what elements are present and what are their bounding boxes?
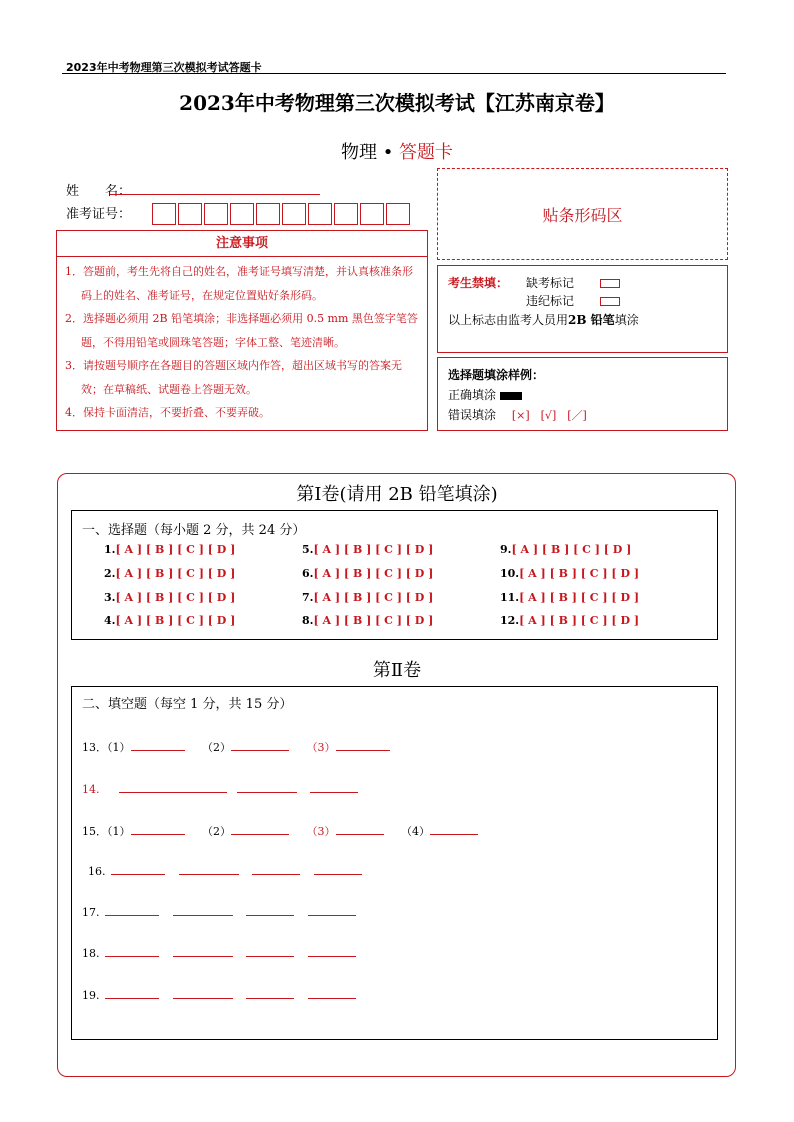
answer-blank[interactable] bbox=[119, 782, 227, 793]
forbid-note-prefix: 以上标志由监考人员用 bbox=[448, 313, 569, 327]
notice-title: 注意事项 bbox=[57, 230, 427, 257]
answer-blank[interactable] bbox=[310, 782, 358, 793]
answer-blank[interactable] bbox=[105, 946, 159, 957]
notice-item: 3．请按题号顺序在各题目的答题区域内作答，超出区域书写的答案无效；在草稿纸、试题卷上答题无效。 bbox=[65, 359, 402, 396]
fill-blank-section bbox=[71, 686, 718, 1040]
page-title: 2023年中考物理第三次模拟考试【江苏南京卷】 bbox=[179, 91, 615, 115]
question-number: 11. bbox=[500, 591, 520, 604]
choice-options[interactable]: [ A ] [ B ] [ C ] [ D ] bbox=[313, 543, 434, 556]
fill-question-13 bbox=[82, 739, 390, 755]
blank-label: （2） bbox=[202, 741, 231, 754]
page-subtitle bbox=[0, 138, 794, 164]
fill-question-19 bbox=[82, 988, 356, 1002]
id-label: 准考证号： bbox=[66, 207, 132, 222]
choice-options[interactable]: [ A ] [ B ] [ C ] [ D ] bbox=[115, 614, 236, 627]
name-field[interactable] bbox=[110, 194, 320, 195]
violation-mark-box[interactable] bbox=[600, 297, 620, 306]
fill-question-15 bbox=[82, 823, 478, 839]
barcode-label: 贴条形码区 bbox=[542, 205, 623, 225]
notice-item: 1．答题前，考生先将自己的姓名，准考证号填写清楚，并认真核准条形码上的姓名、准考证号，在规定位置贴好条形码。 bbox=[65, 265, 413, 302]
id-box[interactable] bbox=[282, 203, 306, 225]
id-box[interactable] bbox=[256, 203, 280, 225]
answer-blank[interactable] bbox=[246, 946, 294, 957]
choice-question-5[interactable] bbox=[302, 543, 433, 556]
choice-options[interactable]: [ A ] [ B ] [ C ] [ D ] bbox=[115, 567, 236, 580]
wrong-fill-label: 错误填涂 bbox=[448, 408, 497, 422]
blank-label: （1） bbox=[107, 825, 131, 838]
absent-mark-label: 缺考标记 bbox=[526, 276, 575, 290]
choice-section bbox=[71, 510, 718, 640]
choice-section-head: 一、选择题（每小题 2 分，共 24 分） bbox=[82, 523, 306, 538]
answer-blank[interactable] bbox=[105, 988, 159, 999]
choice-options[interactable]: [ A ] [ B ] [ C ] [ D ] bbox=[511, 543, 632, 556]
question-number: 8. bbox=[302, 614, 314, 627]
answer-blank[interactable] bbox=[308, 946, 356, 957]
candidate-forbidden-box bbox=[437, 265, 728, 353]
id-box[interactable] bbox=[386, 203, 410, 225]
notice-list bbox=[57, 257, 427, 425]
choice-question-12[interactable] bbox=[500, 614, 639, 627]
subtitle-subject: 物理 • bbox=[340, 142, 400, 163]
answer-blank[interactable] bbox=[231, 740, 289, 751]
id-box[interactable] bbox=[230, 203, 254, 225]
question-number: 15． bbox=[82, 825, 107, 838]
answer-blank[interactable] bbox=[246, 988, 294, 999]
answer-blank[interactable] bbox=[173, 988, 233, 999]
blank-label: （3） bbox=[306, 741, 336, 754]
answer-blank[interactable] bbox=[179, 864, 239, 875]
answer-blank[interactable] bbox=[105, 905, 159, 916]
answer-blank[interactable] bbox=[336, 740, 390, 751]
name-label: 姓 名： bbox=[66, 184, 132, 199]
id-box[interactable] bbox=[204, 203, 228, 225]
question-number: 3. bbox=[104, 591, 116, 604]
forbid-label: 考生禁填： bbox=[448, 276, 509, 290]
question-number: 10. bbox=[500, 567, 520, 580]
choice-question-7[interactable] bbox=[302, 591, 433, 604]
id-box[interactable] bbox=[308, 203, 332, 225]
answer-blank[interactable] bbox=[237, 782, 297, 793]
id-box[interactable] bbox=[360, 203, 384, 225]
choice-options[interactable]: [ A ] [ B ] [ C ] [ D ] bbox=[313, 567, 434, 580]
answer-blank[interactable] bbox=[111, 864, 165, 875]
running-header: 2023年中考物理第三次模拟考试答题卡 bbox=[66, 61, 262, 74]
answer-blank[interactable] bbox=[173, 905, 233, 916]
id-box[interactable] bbox=[334, 203, 358, 225]
choice-question-9[interactable] bbox=[500, 543, 631, 556]
blank-label: （1） bbox=[107, 741, 131, 754]
choice-options[interactable]: [ A ] [ B ] [ C ] [ D ] bbox=[519, 591, 640, 604]
answer-blank[interactable] bbox=[173, 946, 233, 957]
correct-fill-label: 正确填涂 bbox=[448, 388, 497, 402]
fill-question-14 bbox=[82, 782, 358, 796]
barcode-area bbox=[437, 168, 728, 260]
answer-blank[interactable] bbox=[131, 824, 185, 835]
notice-item: 4．保持卡面清洁，不要折叠、不要弄破。 bbox=[65, 406, 270, 419]
question-number: 4. bbox=[104, 614, 116, 627]
notice-item: 2．选择题必须用 2B 铅笔填涂；非选择题必须用 0.5 mm 黑色签字笔答题，不得用铅笔或圆珠笔答题；字体工整、笔迹清晰。 bbox=[65, 312, 418, 349]
answer-blank[interactable] bbox=[314, 864, 362, 875]
blank-label: （4） bbox=[401, 825, 430, 838]
question-number: 6. bbox=[302, 567, 314, 580]
part2-title: 第Ⅱ卷 bbox=[372, 660, 422, 681]
subtitle-answer-card: 答题卡 bbox=[399, 142, 454, 163]
fill-question-16 bbox=[88, 864, 362, 878]
question-number: 19. bbox=[82, 989, 100, 1002]
answer-blank[interactable] bbox=[336, 824, 384, 835]
blank-label: （3） bbox=[306, 825, 336, 838]
notice-box bbox=[56, 230, 428, 431]
answer-blank[interactable] bbox=[246, 905, 294, 916]
correct-fill-row bbox=[448, 386, 522, 403]
absent-mark-box[interactable] bbox=[600, 279, 620, 288]
question-number: 13． bbox=[82, 741, 107, 754]
question-number: 17. bbox=[82, 906, 100, 919]
absent-mark-row bbox=[526, 274, 620, 291]
correct-fill-mark bbox=[500, 392, 522, 400]
forbid-note-suffix: 填涂 bbox=[614, 313, 639, 327]
choice-question-1[interactable] bbox=[104, 543, 235, 556]
answer-blank[interactable] bbox=[231, 824, 289, 835]
blank-label: （2） bbox=[202, 825, 231, 838]
wrong-fill-marks: [×] [√] [／] bbox=[511, 409, 587, 422]
answer-blank[interactable] bbox=[308, 988, 356, 999]
wrong-fill-row bbox=[448, 406, 587, 423]
question-number: 16. bbox=[88, 865, 106, 878]
question-number: 5. bbox=[302, 543, 314, 556]
choice-question-10[interactable] bbox=[500, 567, 639, 580]
id-number-boxes[interactable] bbox=[152, 203, 412, 225]
choice-options[interactable]: [ A ] [ B ] [ C ] [ D ] bbox=[519, 567, 640, 580]
question-number: 18. bbox=[82, 947, 100, 960]
fill-section-head: 二、填空题（每空 1 分，共 15 分） bbox=[82, 697, 293, 712]
question-number: 7. bbox=[302, 591, 314, 604]
choice-question-8[interactable] bbox=[302, 614, 433, 627]
sample-title: 选择题填涂样例： bbox=[448, 368, 545, 382]
id-box[interactable] bbox=[152, 203, 176, 225]
forbid-note bbox=[448, 311, 639, 328]
part1-title: 第Ⅰ卷(请用 2B 铅笔填涂) bbox=[296, 484, 498, 505]
id-box[interactable] bbox=[178, 203, 202, 225]
violation-mark-row bbox=[526, 292, 620, 309]
choice-options[interactable]: [ A ] [ B ] [ C ] [ D ] bbox=[115, 543, 236, 556]
choice-options[interactable]: [ A ] [ B ] [ C ] [ D ] bbox=[313, 591, 434, 604]
fill-question-18 bbox=[82, 946, 356, 960]
choice-options[interactable]: [ A ] [ B ] [ C ] [ D ] bbox=[519, 614, 640, 627]
fill-question-17 bbox=[82, 905, 356, 919]
question-number: 2. bbox=[104, 567, 116, 580]
choice-options[interactable]: [ A ] [ B ] [ C ] [ D ] bbox=[115, 591, 236, 604]
question-number: 14. bbox=[82, 783, 100, 796]
choice-question-3[interactable] bbox=[104, 591, 235, 604]
header-divider bbox=[62, 73, 726, 74]
answer-blank[interactable] bbox=[252, 864, 300, 875]
choice-question-4[interactable] bbox=[104, 614, 235, 627]
choice-question-11[interactable] bbox=[500, 591, 639, 604]
fill-sample-box bbox=[437, 357, 728, 431]
choice-question-6[interactable] bbox=[302, 567, 433, 580]
question-number: 12. bbox=[500, 614, 520, 627]
forbid-note-bold: 2B 铅笔 bbox=[568, 313, 615, 327]
choice-question-2[interactable] bbox=[104, 567, 235, 580]
answer-blank[interactable] bbox=[308, 905, 356, 916]
question-number: 9. bbox=[500, 543, 512, 556]
answer-blank[interactable] bbox=[131, 740, 185, 751]
question-number: 1. bbox=[104, 543, 116, 556]
violation-mark-label: 违纪标记 bbox=[526, 294, 575, 308]
choice-options[interactable]: [ A ] [ B ] [ C ] [ D ] bbox=[313, 614, 434, 627]
answer-blank[interactable] bbox=[430, 824, 478, 835]
